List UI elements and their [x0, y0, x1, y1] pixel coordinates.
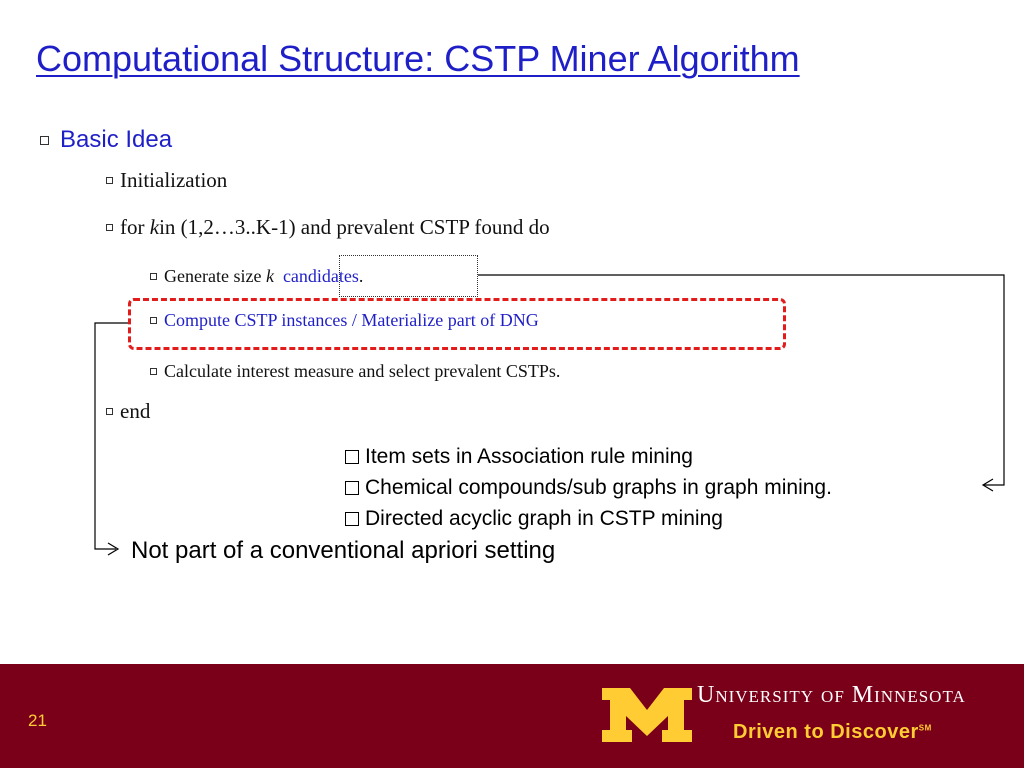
compute-connector-arrow [95, 323, 128, 555]
example-text: Directed acyclic graph in CSTP mining [365, 507, 723, 530]
slide-title: Computational Structure: CSTP Miner Algorithm [36, 38, 800, 79]
generate-period: . [358, 266, 364, 286]
candidates-connector-arrow [478, 275, 1004, 491]
university-name: University of Minnesota [697, 682, 966, 708]
example-text: Chemical compounds/sub graphs in graph mining. [365, 476, 832, 499]
basic-idea-heading: Basic Idea [60, 126, 173, 153]
for-k-variable: k [149, 215, 160, 239]
for-range-text: in (1,2…3..K-1) and prevalent CSTP found do [159, 215, 550, 239]
footer-bar [0, 664, 1024, 768]
service-mark: SM [918, 723, 932, 733]
end-keyword: end [120, 399, 151, 423]
apriori-note: Not part of a conventional apriori setting [131, 537, 556, 564]
compute-text: Compute CSTP instances / Materialize part of DNG [164, 310, 539, 330]
generate-k-variable: k [265, 266, 274, 286]
candidates-link[interactable]: candidates [282, 266, 359, 286]
initialization-text: Initialization [120, 168, 228, 192]
example-text: Item sets in Association rule mining [365, 445, 693, 468]
page-number: 21 [28, 711, 47, 730]
university-m-logo-icon [600, 686, 694, 744]
for-keyword: for [120, 215, 145, 239]
university-wordmark [697, 682, 966, 709]
generate-text: Generate size [164, 266, 262, 286]
tagline [733, 721, 932, 744]
tagline-text: Driven to Discover [733, 721, 919, 743]
calculate-text: Calculate interest measure and select prevalent CSTPs. [164, 361, 561, 381]
